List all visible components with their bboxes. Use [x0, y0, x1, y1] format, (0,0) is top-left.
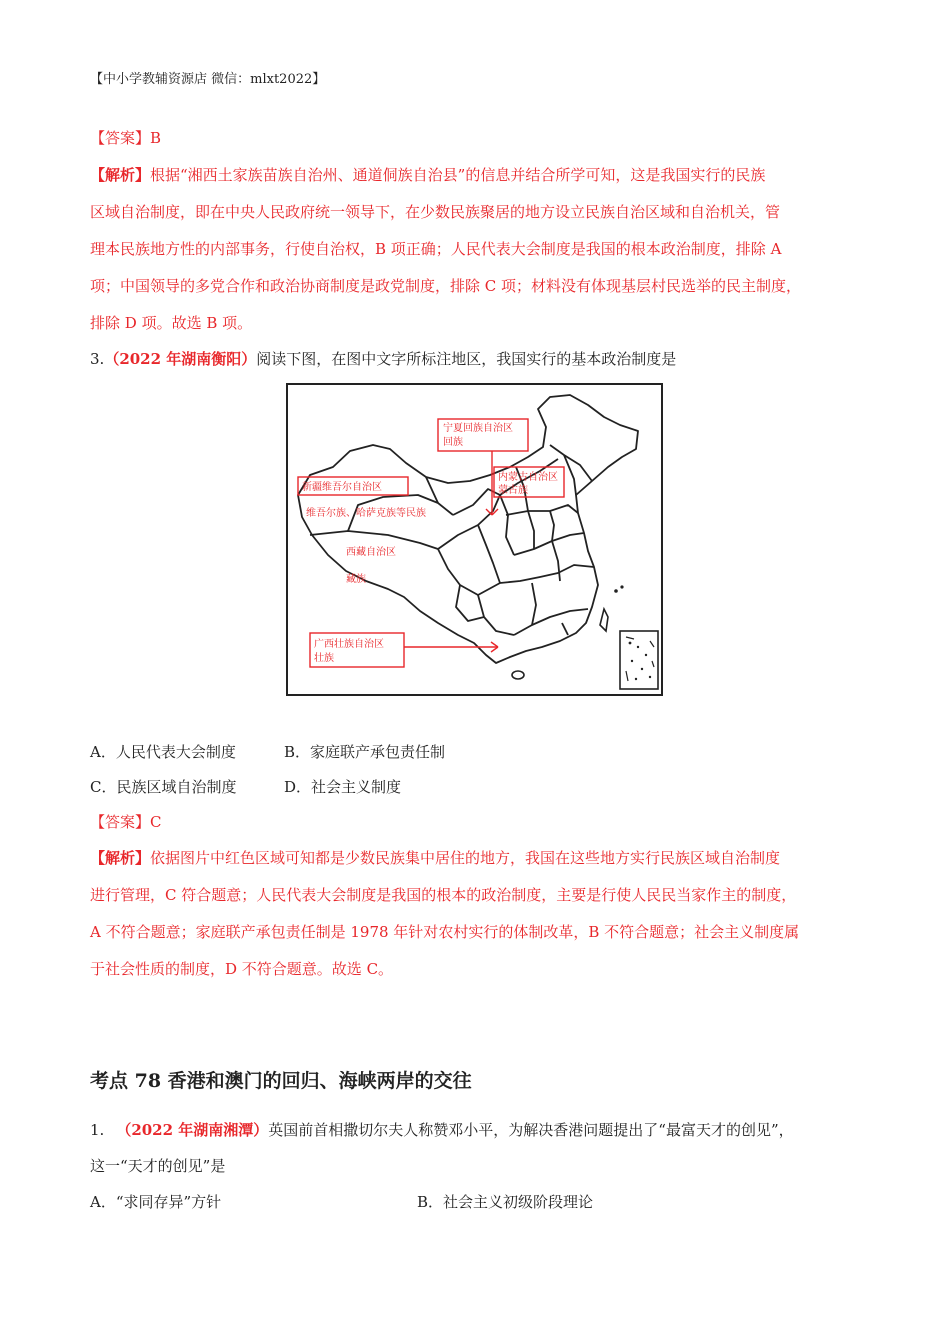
q3-answer [90, 812, 162, 832]
analysis-text: 根据“湘西土家族苗族自治州、通道侗族自治县”的信息并结合所学可知，这是我国实行的民族 [150, 166, 766, 184]
answer-value: B [150, 129, 162, 147]
map-label-ningxia-sub: 回族 [443, 437, 463, 448]
map-label-guangxi: 广西壮族自治区 [314, 639, 384, 650]
map-label-neimenggu: 内蒙古自治区 [498, 472, 558, 483]
question-source: （2022 年湖南湘潭） [116, 1121, 269, 1139]
map-label-xizang: 西藏自治区 [346, 547, 396, 558]
map-label-xinjiang-sub: 维吾尔族、哈萨克族等民族 [306, 508, 426, 519]
option-b: B．家庭联产承包责任制 [284, 743, 446, 761]
question-text: 阅读下图，在图中文字所标注地区，我国实行的基本政治制度是 [256, 350, 677, 368]
question-number: 3. [90, 350, 105, 368]
q2-answer [90, 128, 161, 148]
q3-analysis-line: A 不符合题意；家庭联产承包责任制是 1978 年针对农村实行的体制改革，B 不符合题意；社会主义制度属 [90, 923, 800, 941]
q3-analysis-line [90, 848, 780, 868]
option-c: C．民族区域自治制度 [90, 778, 237, 796]
s1-option-a: A．“求同存异”方针 [90, 1193, 222, 1211]
taiwan-shape [600, 609, 608, 631]
question-number: 1. [90, 1121, 105, 1139]
q2-analysis-line: 项；中国领导的多党合作和政治协商制度是政党制度，排除 C 项；材料没有体现基层村民选举的民主制度， [90, 277, 802, 295]
s1-stem-line2: 这一“天才的创见”是 [90, 1157, 226, 1175]
china-map-svg [288, 385, 661, 694]
china-map [286, 383, 663, 696]
question-source: （2022 年湖南衡阳） [104, 350, 257, 368]
q3-analysis-line: 于社会性质的制度，D 不符合题意。故选 C。 [90, 960, 394, 978]
q2-analysis-line [90, 165, 765, 185]
map-label-ningxia: 宁夏回族自治区 [443, 423, 513, 434]
analysis-label: 【解析】 [90, 849, 151, 867]
option-d: D．社会主义制度 [284, 778, 402, 796]
s1-stem [90, 1120, 794, 1140]
q2-analysis-line: 理本民族地方性的内部事务，行使自治权，B 项正确；人民代表大会制度是我国的根本政治制度，排除 A [90, 240, 782, 258]
question-text: 英国前首相撒切尔夫人称赞邓小平，为解决香港问题提出了“最富天才的创见”， [268, 1121, 794, 1139]
q3-stem [90, 349, 676, 369]
q2-analysis-line: 排除 D 项。故选 B 项。 [90, 314, 253, 332]
s1-option-b: B．社会主义初级阶段理论 [417, 1193, 594, 1211]
hainan-shape [512, 671, 524, 679]
q2-analysis-line: 区域自治制度，即在中央人民政府统一领导下，在少数民族聚居的地方设立民族自治区域和自治机关，管 [90, 203, 781, 221]
q3-analysis-line: 进行管理，C 符合题意；人民代表大会制度是我国的根本的政治制度，主要是行使人民民当家作主的制度， [90, 886, 797, 904]
page-header: 【中小学教辅资源店 微信：mlxt2022】 [90, 72, 326, 87]
answer-label: 【答案】 [90, 813, 151, 831]
analysis-text: 依据图片中红色区域可知都是少数民族集中居住的地方，我国在这些地方实行民族区域自治制度 [150, 849, 781, 867]
answer-label: 【答案】 [90, 129, 151, 147]
south-china-sea-inset [620, 631, 658, 689]
map-label-neimenggu-sub: 蒙古族 [498, 485, 528, 496]
map-label-xizang-sub: 藏族 [346, 574, 366, 585]
section-title: 考点 78 香港和澳门的回归、海峡两岸的交往 [90, 1070, 472, 1092]
map-label-xinjiang: 新疆维吾尔自治区 [302, 482, 382, 493]
map-label-guangxi-sub: 壮族 [314, 653, 334, 664]
answer-value: C [150, 813, 162, 831]
option-a: A．人民代表大会制度 [90, 743, 236, 761]
analysis-label: 【解析】 [90, 166, 151, 184]
